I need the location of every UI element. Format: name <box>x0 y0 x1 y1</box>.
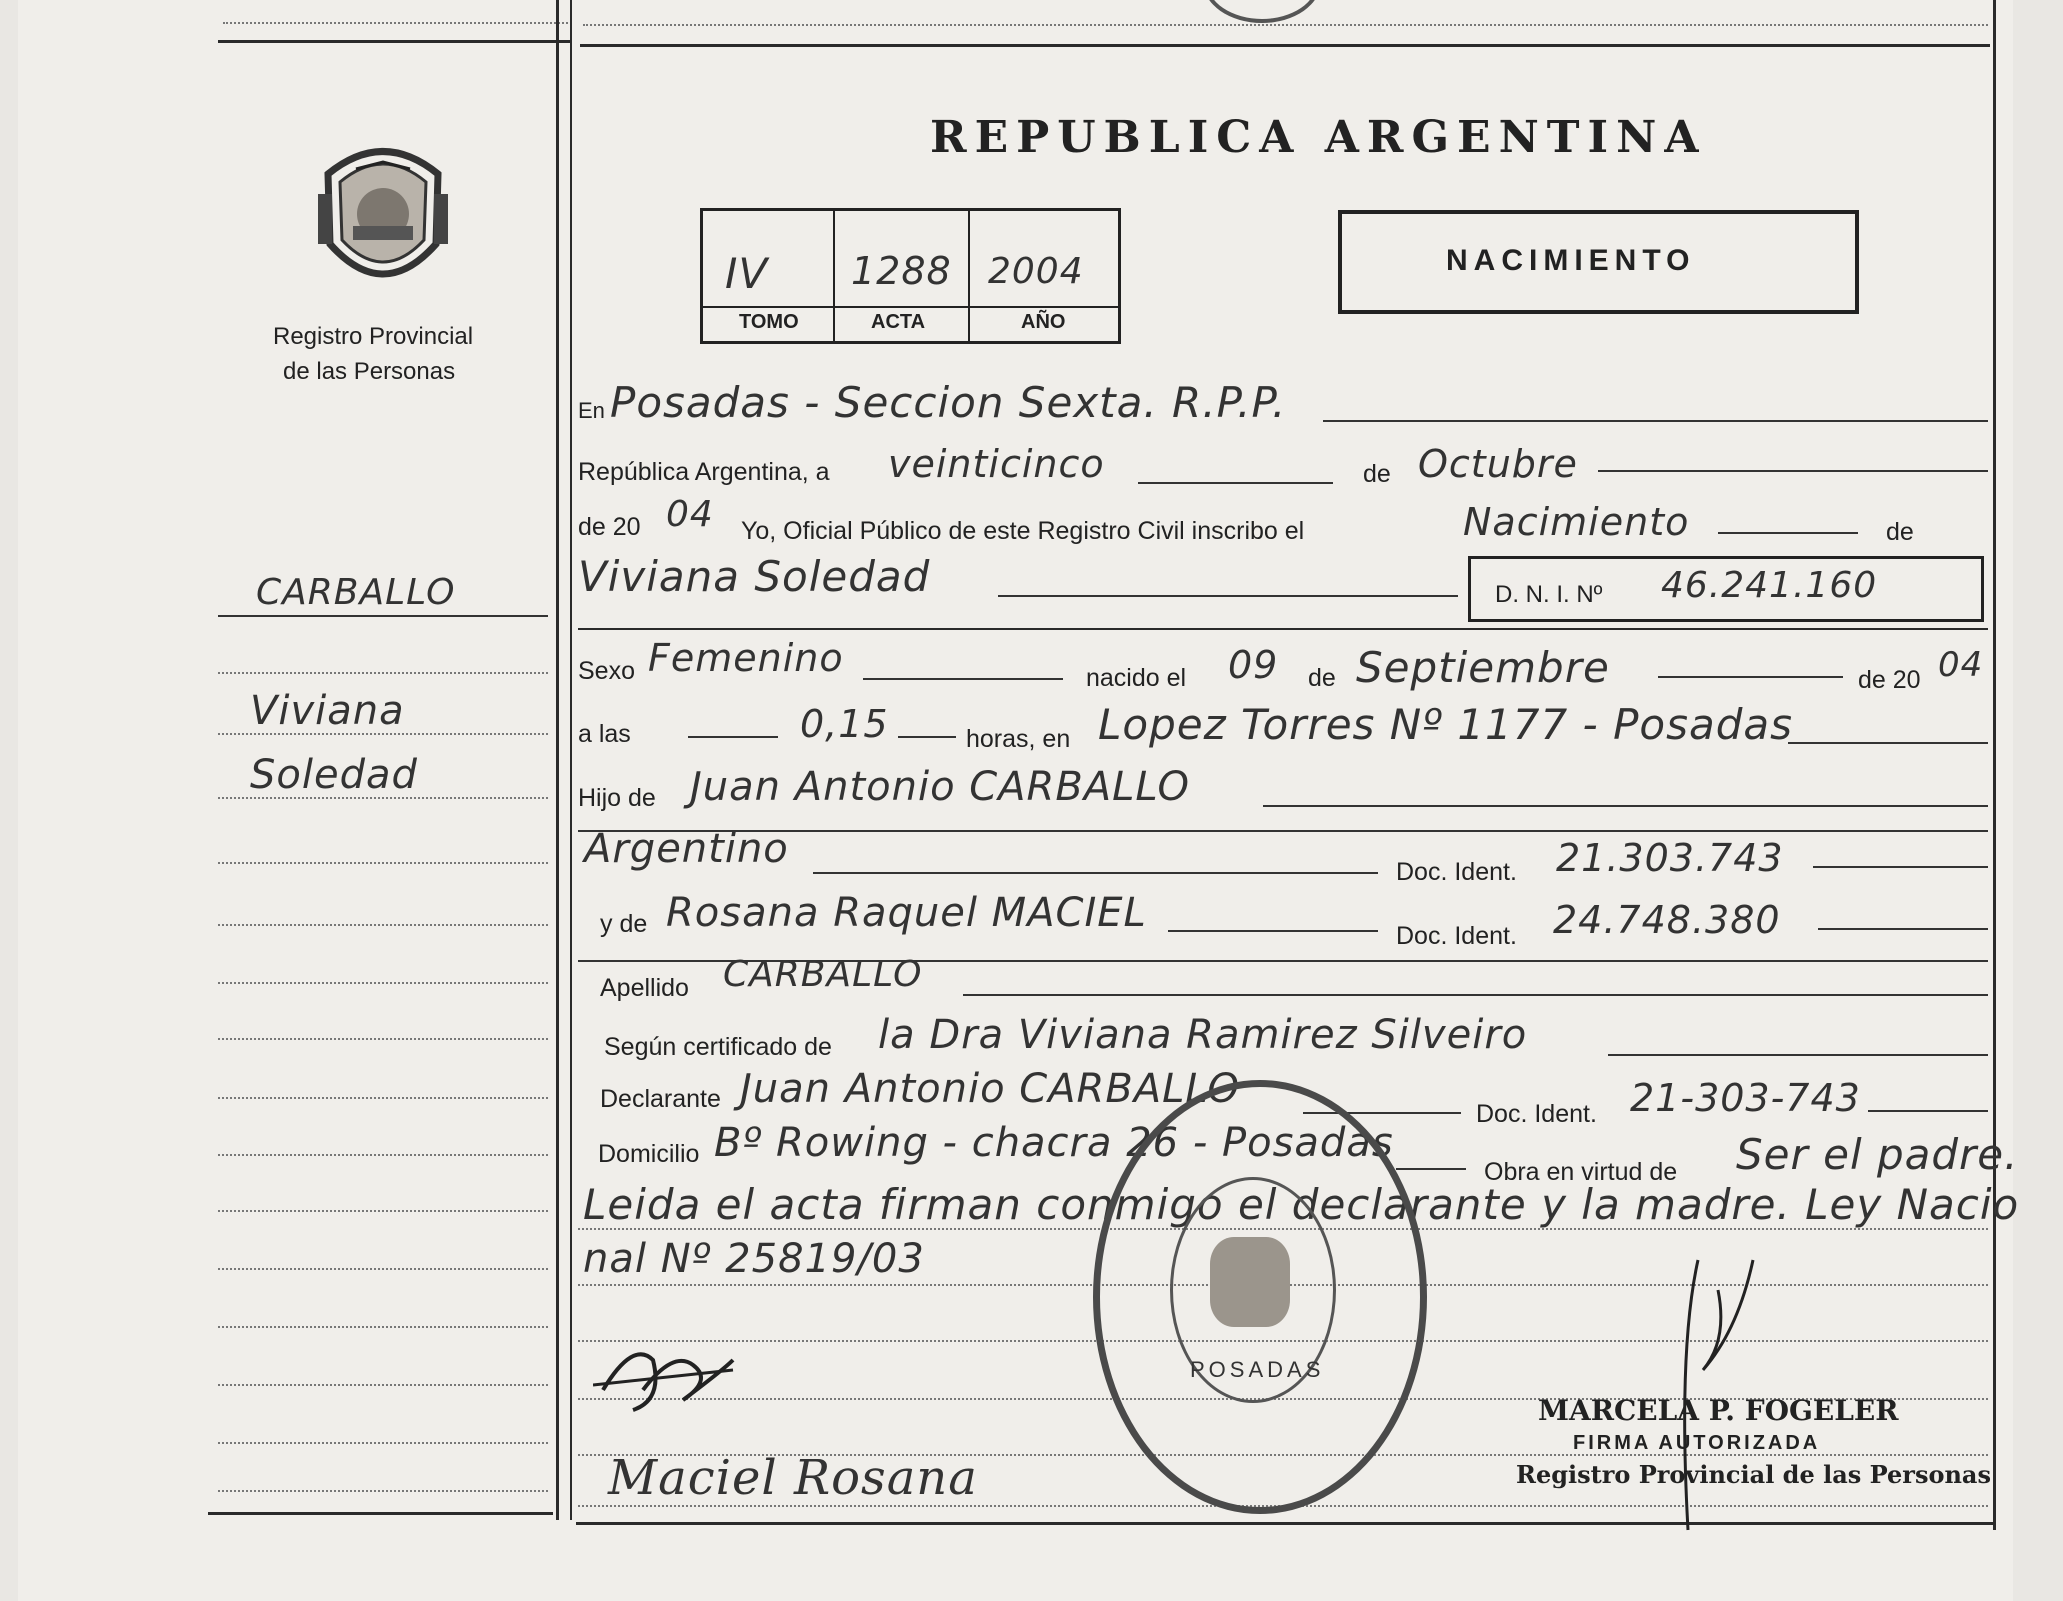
de20-label-2: de 20 <box>1858 666 1921 694</box>
line-nationality <box>813 872 1378 874</box>
father-name: Juan Antonio CARBALLO <box>690 764 1190 810</box>
place-value: Posadas - Seccion Sexta. R.P.P. <box>610 378 1287 427</box>
line-certifier <box>1608 1054 1988 1056</box>
sidebar-given-name-1: Viviana <box>250 688 405 734</box>
sidebar-line <box>218 1384 548 1386</box>
person-name: Viviana Soledad <box>578 552 931 601</box>
de20-label: de 20 <box>578 513 641 541</box>
dni-value: 46.241.160 <box>1661 565 1878 606</box>
domicilio-label: Domicilio <box>598 1140 700 1168</box>
official-title: FIRMA AUTORIZADA <box>1573 1432 1821 1454</box>
alas-label: a las <box>578 720 631 748</box>
sidebar-surname-line <box>218 615 548 617</box>
line-mother <box>1168 930 1378 932</box>
birth-day: 09 <box>1228 643 1279 687</box>
sidebar-line <box>218 1154 548 1156</box>
province-emblem-icon <box>308 134 458 294</box>
registry-box <box>700 208 1121 344</box>
top-dotted-left <box>223 22 568 24</box>
birth-year-suffix: 04 <box>1938 645 1984 685</box>
sexo-label: Sexo <box>578 657 635 685</box>
ano-value: 2004 <box>988 251 1084 292</box>
sidebar-line <box>218 862 548 864</box>
doc-label-father: Doc. Ident. <box>1396 858 1517 886</box>
de-label-2: de <box>1886 518 1914 546</box>
line-father-doc <box>1813 866 1988 868</box>
address-value: Bº Rowing - chacra 26 - Posadas <box>714 1120 1394 1166</box>
apellido-label: Apellido <box>600 974 689 1002</box>
document-title: REPUBLICA ARGENTINA <box>930 112 1707 163</box>
birth-month: Septiembre <box>1356 643 1610 692</box>
father-doc: 21.303.743 <box>1556 836 1784 880</box>
doc-label-mother: Doc. Ident. <box>1396 922 1517 950</box>
official-name: MARCELA P. FOGELER <box>1538 1394 1899 1427</box>
top-seal-fragment <box>1203 0 1321 23</box>
sidebar-line <box>218 1490 548 1492</box>
mother-signature: Maciel Rosana <box>608 1450 978 1506</box>
act-type-value: Nacimiento <box>1463 500 1690 544</box>
note-line-2: nal Nº 25819/03 <box>583 1236 925 1282</box>
line-hour-a <box>688 736 778 738</box>
doc-label-declarant: Doc. Ident. <box>1476 1100 1597 1128</box>
birth-place: Lopez Torres Nº 1177 - Posadas <box>1098 700 1793 749</box>
nacido-label: nacido el <box>1086 664 1187 692</box>
year-suffix: 04 <box>666 494 714 535</box>
sidebar-line <box>218 1097 548 1099</box>
en-label: En <box>578 398 605 423</box>
hour-value: 0,15 <box>800 702 889 746</box>
certifier-value: la Dra Viviana Ramirez Silveiro <box>878 1012 1528 1058</box>
obra-label: Obra en virtud de <box>1484 1158 1678 1186</box>
registry-name-line2: de las Personas <box>283 358 456 385</box>
sidebar-line <box>218 924 548 926</box>
right-border <box>1993 0 1996 1530</box>
sidebar-line <box>218 1038 548 1040</box>
dni-box <box>1468 556 1984 622</box>
sex-value: Femenino <box>648 636 844 680</box>
line-address <box>1396 1168 1466 1170</box>
month-value: Octubre <box>1418 442 1578 486</box>
declarant-doc: 21-303-743 <box>1630 1076 1861 1120</box>
acta-value: 1288 <box>851 249 952 293</box>
sidebar-line <box>218 1268 548 1270</box>
mother-name: Rosana Raquel MACIEL <box>666 890 1147 936</box>
line-birth-place <box>1788 742 1988 744</box>
line-apellido <box>963 994 1988 996</box>
birth-certificate-page <box>18 0 2020 1601</box>
line-hour-b <box>898 736 956 738</box>
de-label-3: de <box>1308 664 1336 692</box>
top-rule-left <box>218 40 570 43</box>
segun-label: Según certificado de <box>604 1033 832 1061</box>
apellido-value: CARBALLO <box>723 954 923 995</box>
record-type-label: NACIMIENTO <box>1446 244 1696 277</box>
line-sex <box>863 678 1063 680</box>
yo-oficial-label: Yo, Oficial Público de este Registro Civil inscribo el <box>741 517 1305 545</box>
sidebar-line <box>218 1326 548 1328</box>
declarant-signature <box>593 1330 743 1420</box>
registry-name-line1: Registro Provincial <box>273 323 474 350</box>
yde-label: y de <box>600 910 648 938</box>
sidebar-surname: CARBALLO <box>256 572 456 613</box>
tomo-label: TOMO <box>739 311 799 333</box>
line-father-2 <box>578 830 1988 832</box>
acta-label: ACTA <box>871 311 926 333</box>
republica-label: República Argentina, a <box>578 458 830 486</box>
dni-label: D. N. I. Nº <box>1495 581 1603 608</box>
official-stamp <box>1093 1080 1427 1514</box>
sidebar-given-name-2: Soledad <box>250 752 418 798</box>
column-divider-inner <box>570 0 572 1520</box>
line-birth-month <box>1658 676 1843 678</box>
column-divider <box>556 0 559 1520</box>
line-month <box>1598 470 1988 472</box>
day-words: veinticinco <box>888 442 1105 486</box>
record-type-box <box>1338 210 1859 314</box>
line-father <box>1263 805 1988 807</box>
top-rule-right <box>580 44 1990 47</box>
obra-value: Ser el padre. <box>1736 1130 2019 1179</box>
sidebar-line <box>218 982 548 984</box>
sidebar-line <box>218 1442 548 1444</box>
horas-label: horas, en <box>966 725 1071 753</box>
line-mother-doc <box>1818 928 1988 930</box>
line-person <box>998 595 1458 597</box>
line-place <box>1323 420 1988 422</box>
tomo-value: IV <box>725 249 769 298</box>
father-nationality: Argentino <box>584 826 789 872</box>
line-declarant-doc <box>1868 1110 1988 1112</box>
de-label: de <box>1363 460 1391 488</box>
declarante-label: Declarante <box>600 1085 721 1113</box>
declarant-value: Juan Antonio CARBALLO <box>740 1066 1240 1112</box>
stamp-bottom-text: POSADAS <box>1190 1357 1325 1382</box>
line-act <box>1718 532 1858 534</box>
stamp-emblem-icon <box>1210 1237 1290 1327</box>
top-dotted-right <box>583 24 1988 26</box>
bottom-rule-right <box>576 1522 1994 1525</box>
sidebar-line <box>218 1210 548 1212</box>
line-rule-under-dni <box>578 628 1988 630</box>
hijo-label: Hijo de <box>578 784 656 812</box>
ano-label: AÑO <box>1021 311 1066 333</box>
mother-doc: 24.748.380 <box>1553 898 1781 942</box>
line-day <box>1138 482 1333 484</box>
note-line-1: Leida el acta firman conmigo el declarante y la madre. Ley Nacio <box>583 1180 2020 1229</box>
sidebar-line <box>218 672 548 674</box>
official-registry: Registro Provincial de las Personas <box>1516 1460 1991 1489</box>
bottom-rule-left <box>208 1512 553 1515</box>
